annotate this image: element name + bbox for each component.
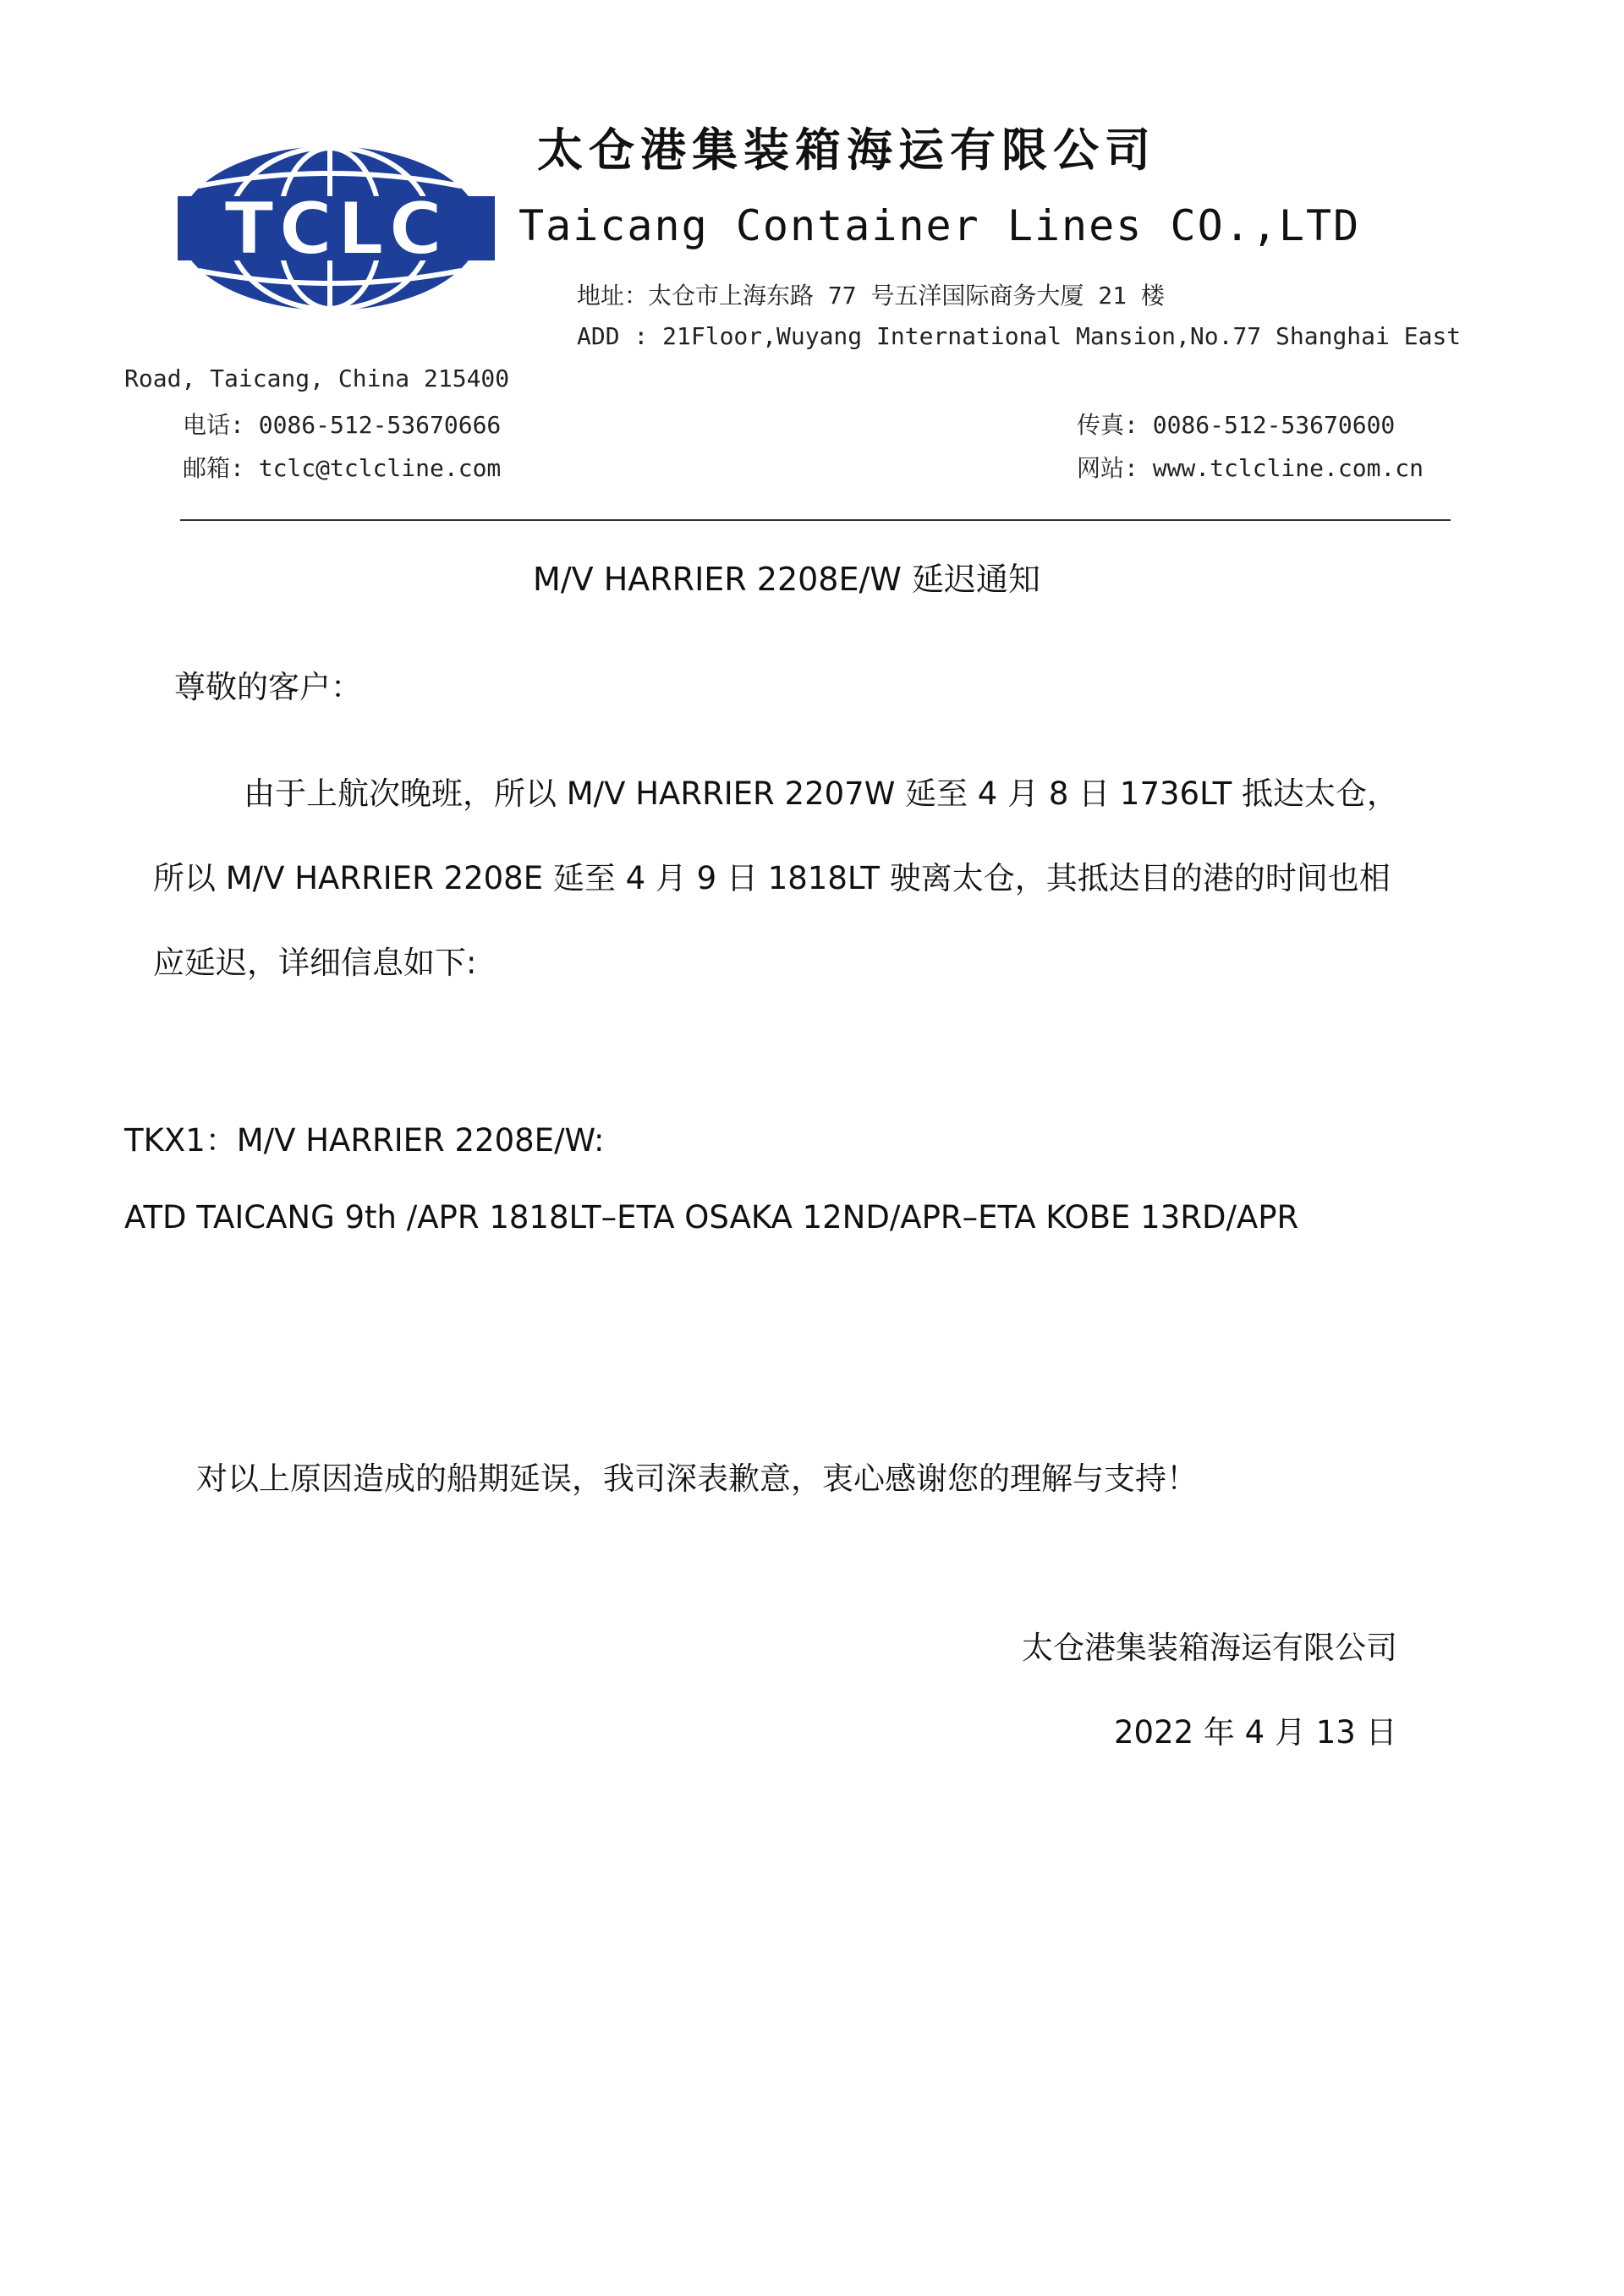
schedule-line: ATD TAICANG 9th /APR 1818LT–ETA OSAKA 12ND/APR–ETA KOBE 13RD/APR	[124, 1199, 1299, 1236]
paragraph-line-1: 由于上航次晚班，所以 M/V HARRIER 2207W 延至 4 月 8 日 1736LT 抵达太仓，	[244, 775, 1398, 812]
address-cn: 地址：太仓市上海东路 77 号五洋国际商务大厦 21 楼	[577, 282, 1165, 310]
website: 网站: www.tclcline.com.cn	[1077, 454, 1424, 482]
apology-line: 对以上原因造成的船期延误，我司深表歉意，衷心感谢您的理解与支持！	[196, 1460, 1198, 1497]
company-name-cn: 太仓港集装箱海运有限公司	[537, 123, 1156, 177]
header-divider	[180, 519, 1451, 521]
notice-title: M/V HARRIER 2208E/W 延迟通知	[533, 561, 1040, 598]
address-en-line1: ADD : 21Floor,Wuyang International Mansion,No.77 Shanghai East	[577, 322, 1462, 350]
fax: 传真: 0086-512-53670600	[1077, 411, 1396, 439]
tclc-logo	[178, 144, 495, 313]
signature-date: 2022 年 4 月 13 日	[1114, 1714, 1397, 1751]
paragraph-line-3: 应延迟，详细信息如下:	[153, 945, 477, 981]
address-en-line2: Road, Taicang, China 215400	[124, 364, 510, 392]
signature-company: 太仓港集装箱海运有限公司	[1022, 1630, 1397, 1666]
phone: 电话: 0086-512-53670666	[183, 411, 502, 439]
service-line: TKX1：M/V HARRIER 2208E/W:	[124, 1122, 605, 1159]
company-name-en: Taicang Container Lines CO.,LTD	[518, 201, 1361, 250]
salutation: 尊敬的客户：	[174, 669, 362, 705]
paragraph-line-2: 所以 M/V HARRIER 2208E 延至 4 月 9 日 1818LT 驶离太仓，其抵达目的港的时间也相	[153, 860, 1391, 896]
email: 邮箱: tclc@tclcline.com	[183, 454, 502, 482]
logo-lettering: TCLC	[224, 187, 447, 271]
